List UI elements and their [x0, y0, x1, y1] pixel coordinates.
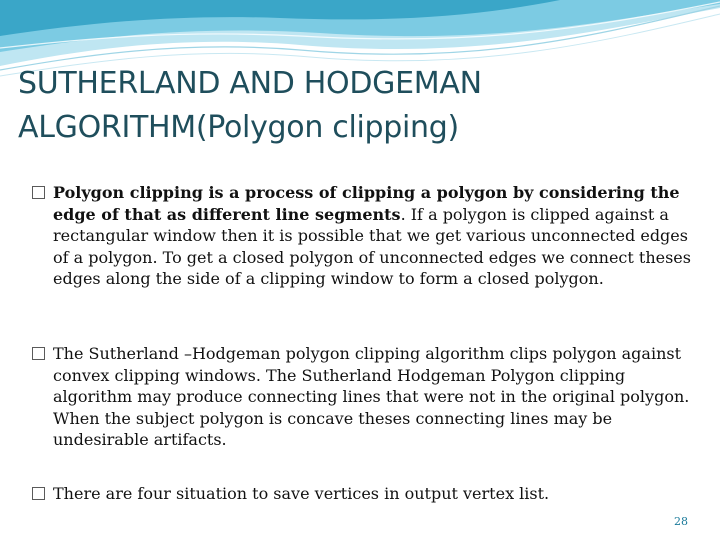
bullet-box-icon	[32, 487, 45, 500]
slide-title	[18, 62, 708, 150]
bullet-text: There are four situation to save vertices in output vertex list.	[53, 484, 550, 503]
bullet-body-text: . If a polygon is clipped against a rectangular window then it is possible that we get various unconnected edges of a polygon. To get a closed polygon of unconnected edges we connect theses edges along the side of a clipping window to form a closed polygon.	[53, 204, 691, 288]
page-number: 28	[674, 515, 688, 528]
bullet-polygon-clipping	[32, 182, 692, 290]
title-line-2: ALGORITHM(Polygon clipping)	[18, 110, 459, 145]
bullet-text: The Sutherland –Hodgeman polygon clipping algorithm clips polygon against convex clipping windows. The Sutherland Hodgeman Polygon clipping algorithm may produce connecting lines that were not in the original polygon. When the subject polygon is concave theses connecting lines may be undesirable artifacts.	[53, 344, 690, 449]
bullet-box-icon	[32, 347, 45, 360]
title-line-1: SUTHERLAND AND HODGEMAN	[18, 66, 482, 101]
bullet-bold-text: Polygon clipping is a process of clipping a polygon by considering the edge of that as different line segments	[53, 183, 680, 224]
bullet-four-situations	[32, 483, 692, 505]
bullet-box-icon	[32, 186, 45, 199]
bullet-text	[32, 182, 692, 290]
bullet-sutherland-hodgeman	[32, 343, 692, 451]
